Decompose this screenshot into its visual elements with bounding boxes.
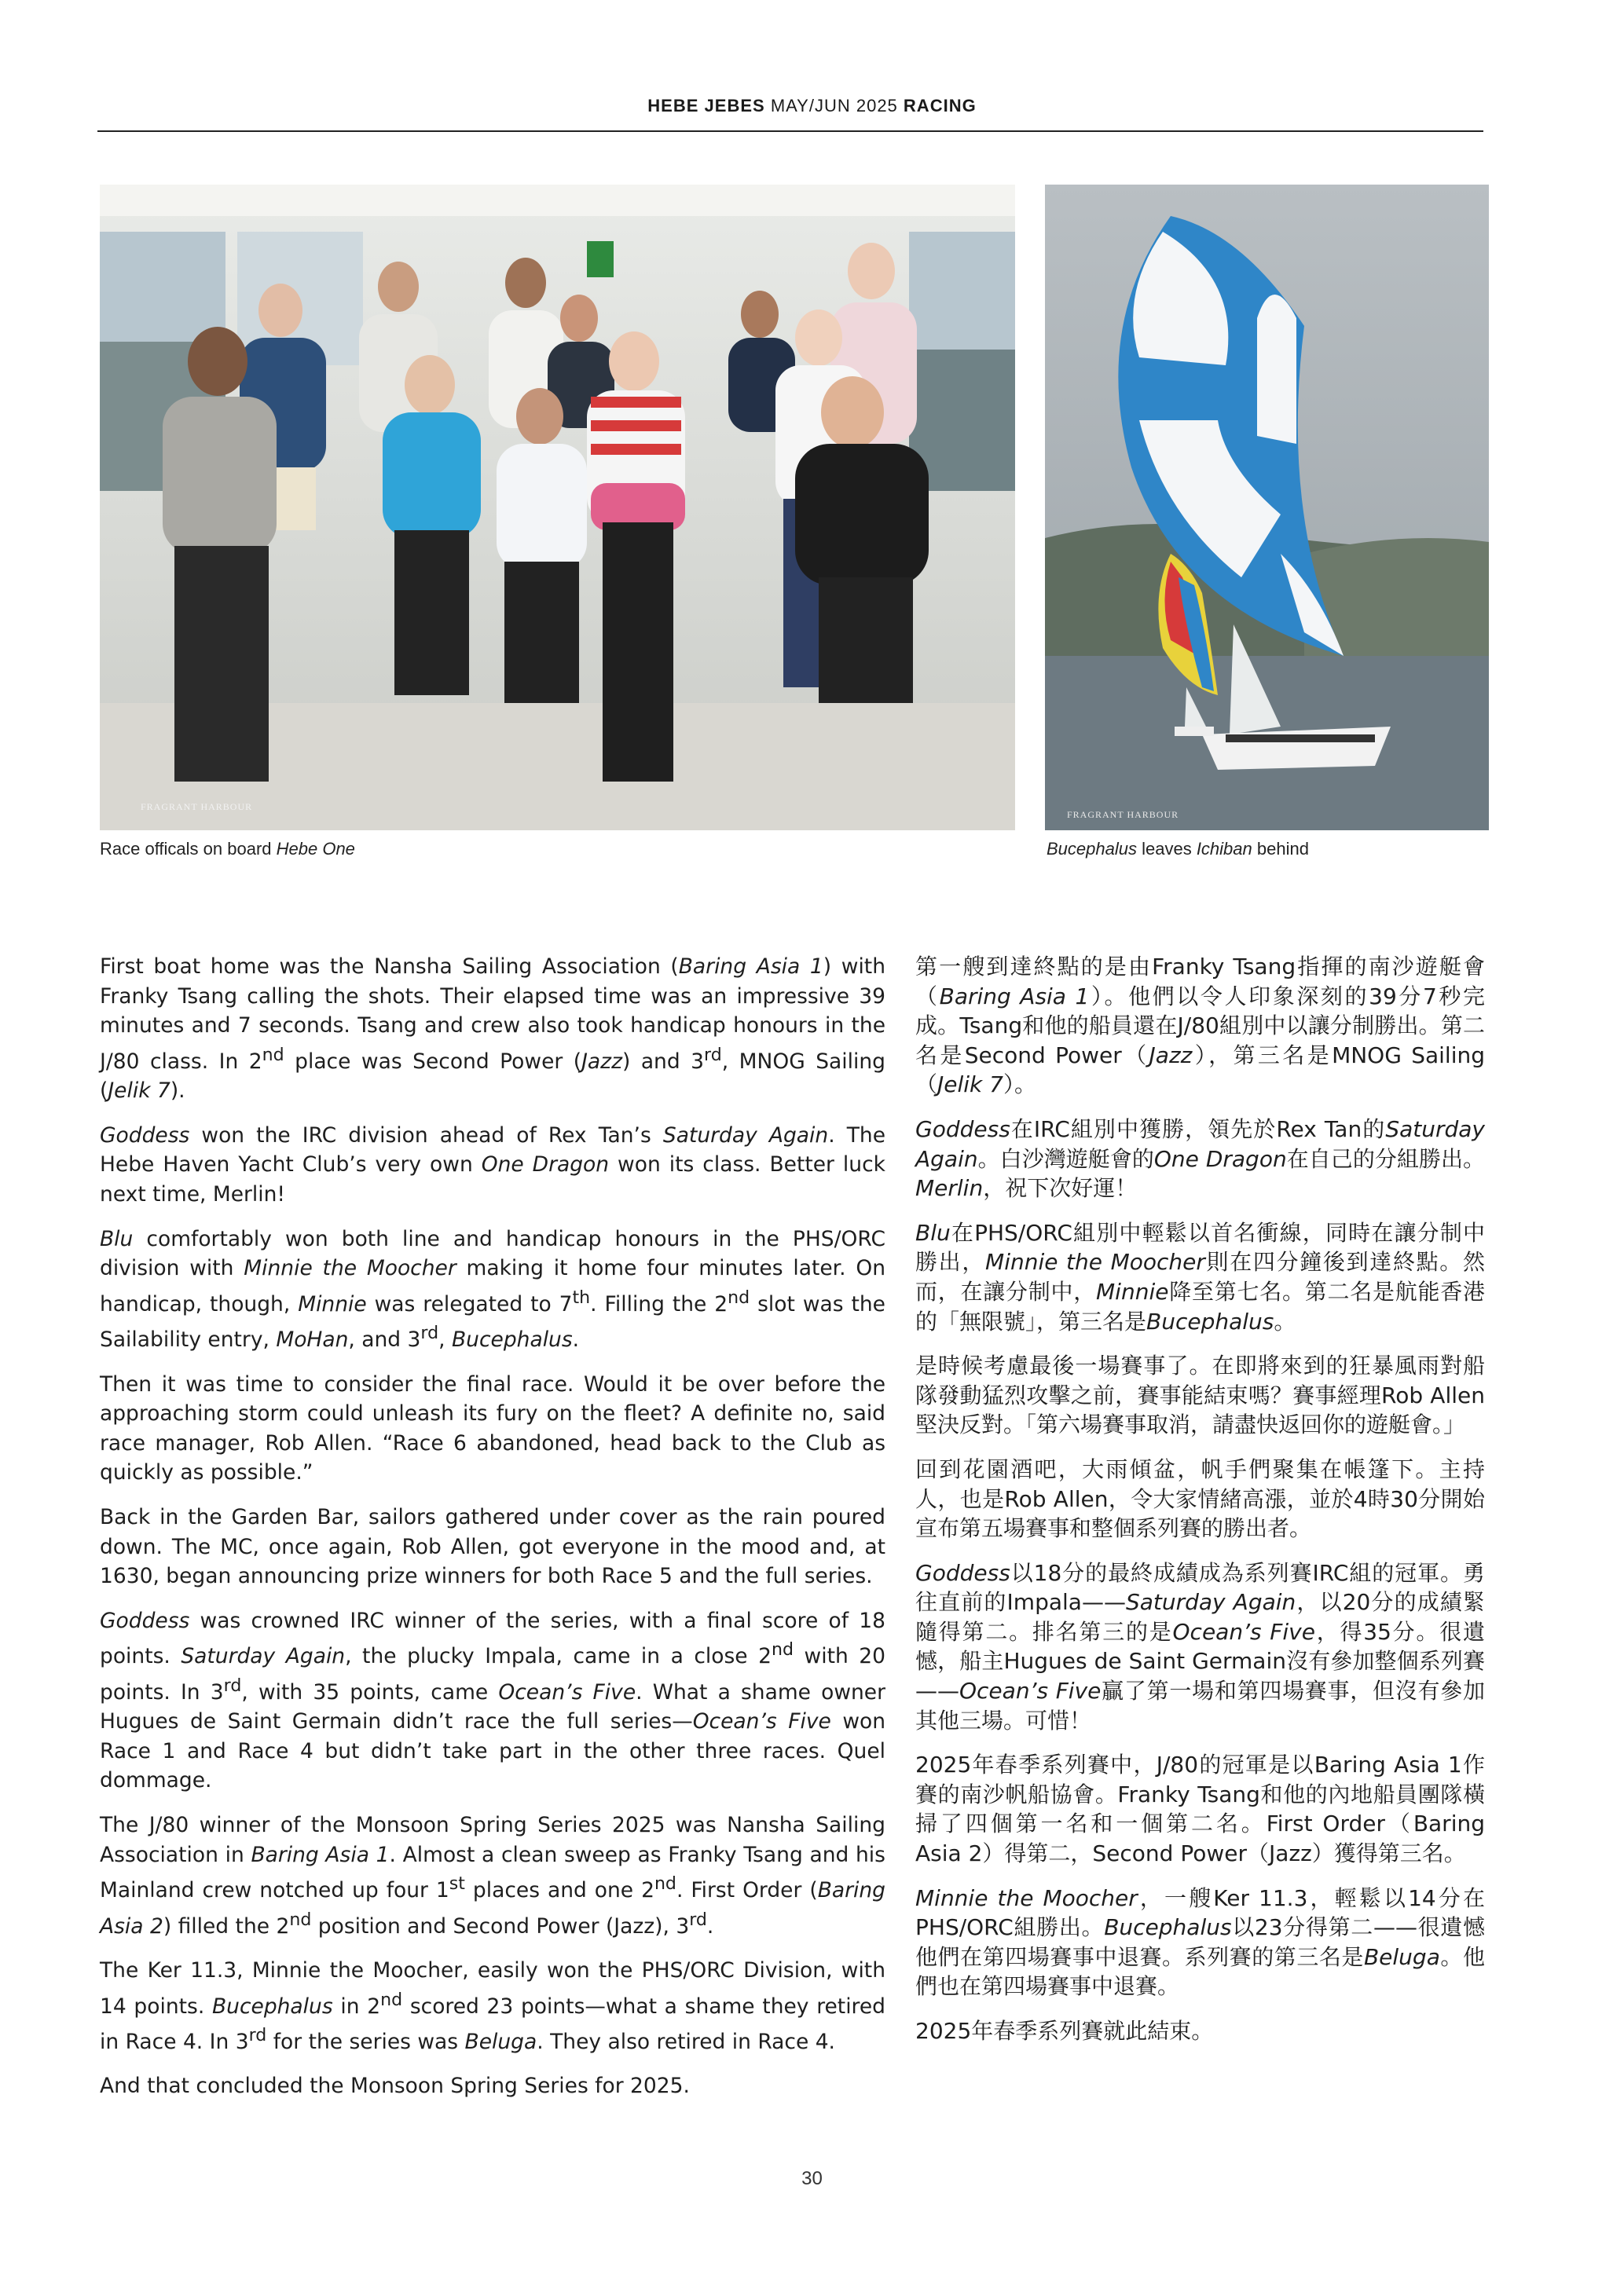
english-article-column [100, 952, 885, 2116]
caption-text: Race officals on board [100, 839, 277, 859]
paragraph: 2025年春季系列賽中，J/80的冠軍是以Baring Asia 1作賽的南沙帆船協會。Franky Tsang和他的內地船員團隊橫掃了四個第一名和一個第二名。First Order（Baring Asia 2）得第二，Second Power（Jazz）獲得第三名。 [915, 1752, 1485, 1867]
photo-caption-right [1047, 839, 1309, 859]
photo-credit: FRAGRANT HARBOUR [141, 801, 253, 812]
paragraph: Goddess在IRC組別中獲勝，領先於Rex Tan的Saturday Again。白沙灣遊艇會的One Dragon在自己的分組勝出。Merlin，祝下次好運！ [915, 1115, 1485, 1202]
paragraph: First boat home was the Nansha Sailing Association (Baring Asia 1) with Franky Tsang calling the shots. Their elapsed time was an impressive 39 minutes and 7 seconds. Tsang and crew also took handicap honours in the J/80 class. In 2nd place was Second Power (Jazz) and 3rd, MNOG Sailing (Jelik 7). [100, 954, 886, 1104]
caption-boat-name: Ichiban [1196, 839, 1252, 859]
caption-text: behind [1252, 839, 1309, 859]
paragraph: 第一艘到達終點的是由Franky Tsang指揮的南沙遊艇會（Baring Asia 1）。他們以令人印象深刻的39分7秒完成。Tsang和他的船員還在J/80組別中以讓分制勝出。第二名是Second Power（Jazz），第三名是MNOG Sailing（Jelik 7）。 [915, 954, 1485, 1098]
running-header [0, 96, 1624, 116]
photo-caption-left [100, 839, 355, 859]
publication-name: HEBE JEBES [647, 96, 765, 115]
paragraph: Goddess was crowned IRC winner of the series, with a final score of 18 points. Saturday Again, the plucky Impala, came in a close 2nd with 20 points. In 3rd, with 35 points, came Ocean’s Five. What a shame owner Hugues de Saint Germain didn’t race the full series—Ocean’s Five won Race 1 and Race 4 but didn’t take part in the other three races. Quel dommage. [100, 1608, 886, 1793]
caption-text: leaves [1136, 839, 1197, 859]
photo-credit: FRAGRANT HARBOUR [1067, 809, 1179, 820]
paragraph: Minnie the Moocher，一艘Ker 11.3，輕鬆以14分在PHS/ORC組勝出。Bucephalus以23分得第二——很遺憾他們在第四場賽事中退賽。系列賽的第三名是Beluga。他們也在第四場賽事中退賽。 [915, 1884, 1485, 2000]
spinnaker-sailboat-image [1045, 185, 1489, 830]
group-photo-image [100, 185, 1015, 830]
header-rule [97, 130, 1483, 132]
paragraph: The Ker 11.3, Minnie the Moocher, easily won the PHS/ORC Division, with 14 points. Bucephalus in 2nd scored 23 points—what a shame they retired in Race 4. In 3rd for the series was Beluga. They also retired in Race 4. [100, 1958, 885, 2054]
page-number: 30 [801, 2168, 823, 2189]
paragraph: Back in the Garden Bar, sailors gathered under cover as the rain poured down. The MC, once again, Rob Allen, got everyone in the mood and, at 1630, began announcing prize winners for both Race 5 and the full series. [100, 1504, 885, 1589]
paragraph: Then it was time to consider the final race. Would it be over before the approaching storm could unleash its fury on the fleet? A definite no, said race manager, Rob Allen. “Race 6 abandoned, head back to the Club as quickly as possible.” [100, 1371, 885, 1485]
paragraph: The J/80 winner of the Monsoon Spring Series 2025 was Nansha Sailing Association in Baring Asia 1. Almost a clean sweep as Franky Tsang and his Mainland crew notched up four 1st places and one 2nd. First Order (Baring Asia 2) filled the 2nd position and Second Power (Jazz), 3rd. [100, 1812, 885, 1939]
issue-date: MAY/JUN 2025 [770, 96, 898, 115]
group-photo-illustration [100, 185, 1015, 830]
paragraph: And that concluded the Monsoon Spring Series for 2025. [100, 2074, 690, 2099]
paragraph: 2025年春季系列賽就此結束。 [915, 2018, 1214, 2044]
paragraph: Blu comfortably won both line and handicap honours in the PHS/ORC division with Minnie the Moocher making it home four minutes later. On handicap, though, Minnie was relegated to 7th. Filling the 2nd slot was the Sailability entry, MoHan, and 3rd, Bucephalus. [100, 1226, 885, 1353]
chinese-article-column [915, 952, 1485, 2061]
caption-boat-name: Bucephalus [1047, 839, 1137, 859]
paragraph: Goddess以18分的最終成績成為系列賽IRC組的冠軍。勇往直前的Impala——Saturday Again，以20分的成績緊隨得第二。排名第三的是Ocean’s Five，得35分。很遺憾，船主Hugues de Saint Germain沒有參加整個系列賽——Ocean’s Five贏了第一場和第四場賽事，但沒有參加其他三場。可惜！ [915, 1559, 1485, 1734]
paragraph: Goddess won the IRC division ahead of Rex Tan’s Saturday Again. The Hebe Haven Yacht Club’s very own One Dragon won its class. Better luck next time, Merlin! [100, 1122, 886, 1207]
sailboat-illustration [1045, 185, 1489, 830]
paragraph: 是時候考慮最後一場賽事了。在即將來到的狂暴風雨對船隊發動猛烈攻擊之前，賽事能結束嗎？賽事經理Rob Allen堅決反對。「第六場賽事取消，請盡快返回你的遊艇會。」 [915, 1353, 1485, 1438]
caption-boat-name: Hebe One [276, 839, 355, 859]
paragraph: Blu在PHS/ORC組別中輕鬆以首名衝線，同時在讓分制中勝出，Minnie the Moocher則在四分鐘後到達終點。然而，在讓分制中，Minnie降至第七名。第二名是航能香港的「無限號」，第三名是Bucephalus。 [915, 1219, 1485, 1335]
section-name: RACING [903, 96, 977, 115]
paragraph: 回到花園酒吧，大雨傾盆，帆手們聚集在帳篷下。主持人，也是Rob Allen，令大家情緒高漲，並於4時30分開始宣布第五場賽事和整個系列賽的勝出者。 [915, 1456, 1485, 1542]
